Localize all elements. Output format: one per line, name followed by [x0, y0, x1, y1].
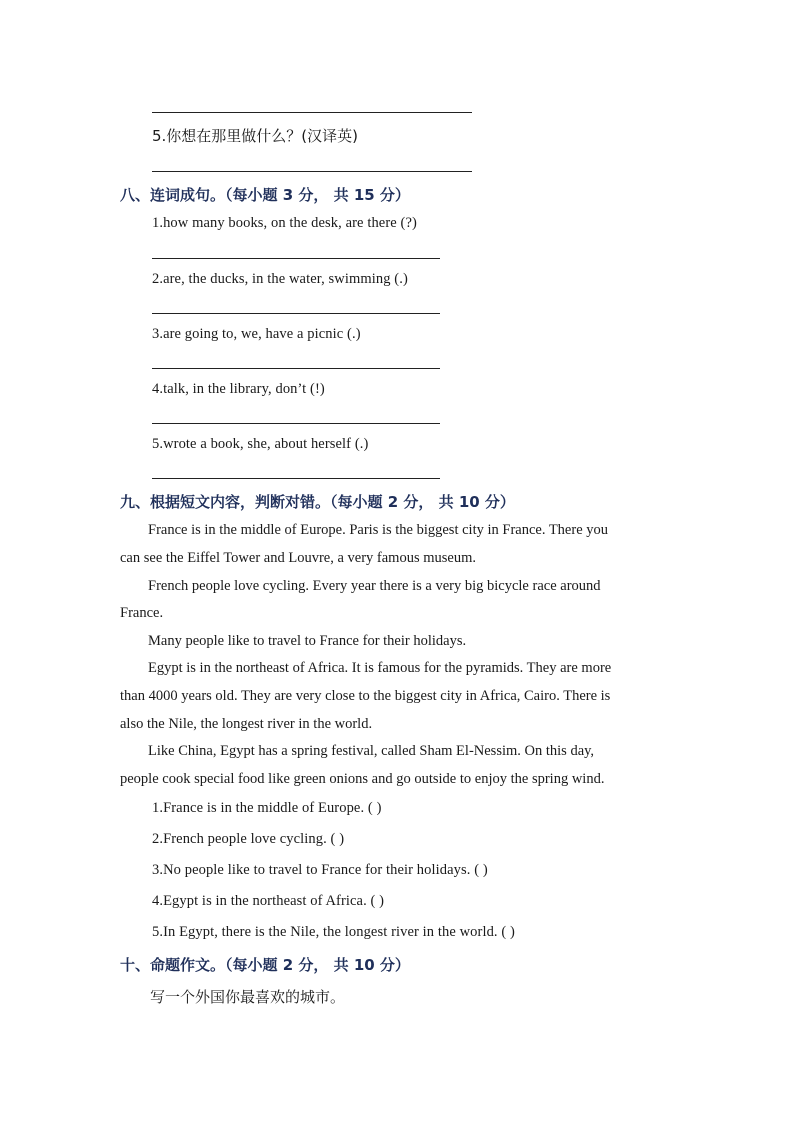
passage-line: France is in the middle of Europe. Paris is the biggest city in France. There you: [148, 522, 608, 538]
passage-line: French people love cycling. Every year there is a very big bicycle race around: [148, 578, 601, 594]
question-7-5: 5.你想在那里做什么？(汉译英): [152, 127, 359, 145]
question-9-1: 1.France is in the middle of Europe. ( ): [152, 800, 382, 816]
answer-line: [152, 112, 472, 113]
passage-line: France.: [120, 605, 164, 621]
question-9-3: 3.No people like to travel to France for their holidays. ( ): [152, 862, 488, 878]
passage-line: Like China, Egypt has a spring festival, called Sham El-Nessim. On this day,: [148, 743, 595, 759]
question-8-5: 5.wrote a book, she, about herself (.): [152, 436, 369, 452]
passage-line: Many people like to travel to France for their holidays.: [148, 633, 467, 649]
passage-line: Egypt is in the northeast of Africa. It is famous for the pyramids. They are more: [148, 660, 612, 676]
section-10-heading: 十、命题作文。（每小题 2 分， 共 10 分）: [120, 956, 410, 974]
question-8-2: 2.are, the ducks, in the water, swimming (.): [152, 271, 408, 287]
question-8-3: 3.are going to, we, have a picnic (.): [152, 326, 361, 342]
question-9-2: 2.French people love cycling. ( ): [152, 831, 345, 847]
answer-line: [152, 478, 440, 479]
question-8-4: 4.talk, in the library, don’t (!): [152, 381, 325, 397]
passage-line: than 4000 years old. They are very close to the biggest city in Africa, Cairo. There is: [120, 688, 611, 704]
answer-line: [152, 368, 440, 369]
question-8-1: 1.how many books, on the desk, are there (?): [152, 215, 417, 231]
passage-line: also the Nile, the longest river in the world.: [120, 716, 373, 732]
section-8-heading: 八、连词成句。（每小题 3 分， 共 15 分）: [120, 186, 410, 204]
section-9-heading: 九、根据短文内容，判断对错。（每小题 2 分， 共 10 分）: [120, 493, 515, 511]
question-9-5: 5.In Egypt, there is the Nile, the longest river in the world. ( ): [152, 924, 515, 940]
passage-line: people cook special food like green onions and go outside to enjoy the spring wind.: [120, 771, 605, 787]
answer-line: [152, 313, 440, 314]
answer-line: [152, 171, 472, 172]
answer-line: [152, 258, 440, 259]
passage-line: can see the Eiffel Tower and Louvre, a very famous museum.: [120, 550, 476, 566]
question-9-4: 4.Egypt is in the northeast of Africa. ( ): [152, 893, 385, 909]
answer-line: [152, 423, 440, 424]
essay-prompt: 写一个外国你最喜欢的城市。: [150, 988, 346, 1006]
